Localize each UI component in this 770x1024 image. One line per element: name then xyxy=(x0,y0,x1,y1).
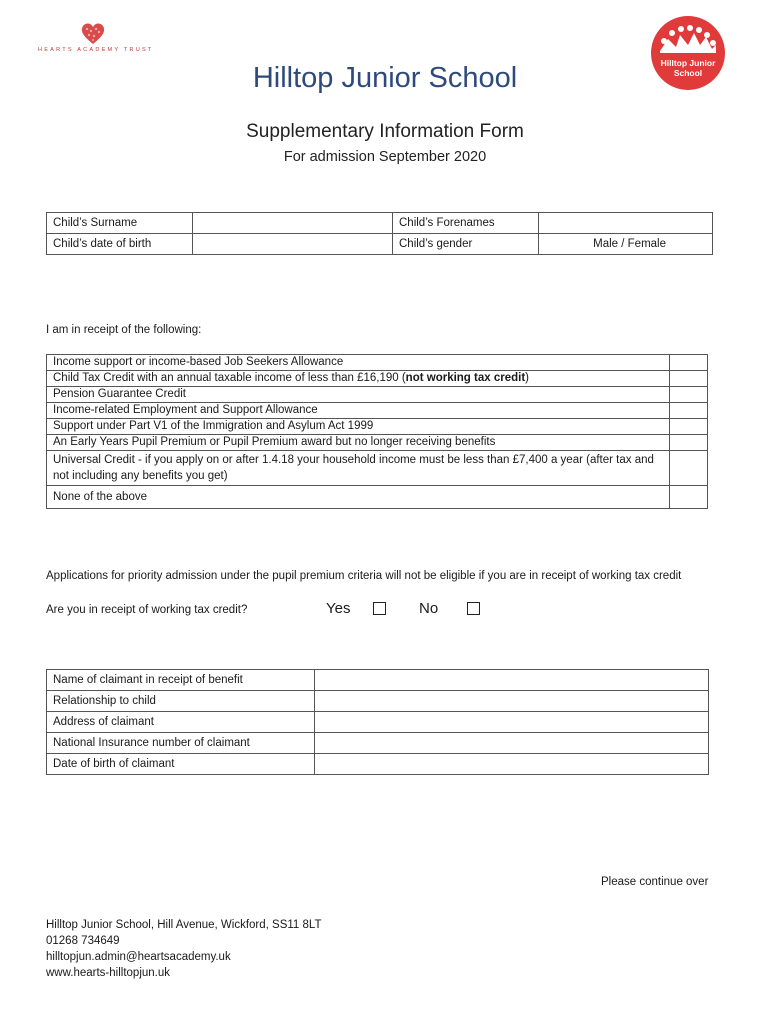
child-dob-label: Child’s date of birth xyxy=(47,234,193,255)
relationship-field[interactable] xyxy=(315,691,709,712)
child-forenames-label: Child’s Forenames xyxy=(393,213,539,234)
table-row xyxy=(47,403,708,419)
benefit-checkbox-cell[interactable] xyxy=(670,387,708,403)
table-row xyxy=(47,691,709,712)
table-row xyxy=(47,371,708,387)
yes-checkbox[interactable] xyxy=(373,602,386,615)
form-subtitle: For admission September 2020 xyxy=(283,149,487,165)
claimant-table xyxy=(46,669,709,775)
table-row xyxy=(47,234,713,255)
footer-phone: 01268 734649 xyxy=(46,935,120,947)
child-surname-label: Child’s Surname xyxy=(47,213,193,234)
gender-options: Male / Female xyxy=(593,238,666,250)
claimant-dob-field[interactable] xyxy=(315,754,709,775)
hearts-academy-trust-logo xyxy=(38,22,154,58)
benefit-checkbox-cell[interactable] xyxy=(670,403,708,419)
benefit-checkbox-cell[interactable] xyxy=(670,355,708,371)
table-row xyxy=(47,213,713,234)
table-row xyxy=(47,754,709,775)
child-forenames-field[interactable] xyxy=(539,213,713,234)
benefit-checkbox-cell[interactable] xyxy=(670,451,708,486)
benefit-item-text: Child Tax Credit with an annual taxable income of less than £16,190 ( xyxy=(53,372,406,384)
no-label: No xyxy=(419,600,439,617)
child-details-table xyxy=(46,212,713,255)
footer-website: www.hearts-hilltopjun.uk xyxy=(46,967,171,979)
benefit-item: Support under Part V1 of the Immigration and Asylum Act 1999 xyxy=(47,419,670,435)
benefit-item-close: ) xyxy=(525,372,530,384)
heart-icon xyxy=(80,22,106,46)
working-tax-credit-question: Are you in receipt of working tax credit? xyxy=(46,604,248,616)
benefits-intro: I am in receipt of the following: xyxy=(46,324,202,336)
benefit-item: Income-related Employment and Support Allowance xyxy=(47,403,670,419)
benefit-item: Pension Guarantee Credit xyxy=(47,387,670,403)
claimant-name-field[interactable] xyxy=(315,670,709,691)
benefit-item-bold: not working tax credit xyxy=(405,372,526,384)
no-checkbox[interactable] xyxy=(467,602,480,615)
table-row xyxy=(47,670,709,691)
footer-contact xyxy=(46,917,322,981)
claimant-dob-label: Date of birth of claimant xyxy=(47,754,315,775)
table-row xyxy=(47,419,708,435)
school-name-title: Hilltop Junior School xyxy=(252,62,518,94)
claimant-address-field[interactable] xyxy=(315,712,709,733)
priority-admission-note: Applications for priority admission under the pupil premium criteria will not be eligible if you are in receipt of working tax credit xyxy=(46,570,682,582)
benefit-checkbox-cell[interactable] xyxy=(670,419,708,435)
ni-number-label: National Insurance number of claimant xyxy=(47,733,315,754)
table-row xyxy=(47,435,708,451)
claimant-address-label: Address of claimant xyxy=(47,712,315,733)
benefit-item: Universal Credit - if you apply on or after 1.4.18 your household income must be less than £7,400 a year (after tax and not including any benefits you get) xyxy=(47,451,670,486)
table-row xyxy=(47,355,708,371)
child-gender-label: Child’s gender xyxy=(393,234,539,255)
footer-address: Hilltop Junior School, Hill Avenue, Wickford, SS11 8LT xyxy=(46,919,322,931)
table-row xyxy=(47,733,709,754)
benefits-table xyxy=(46,354,708,509)
footer-email: hilltopjun.admin@heartsacademy.uk xyxy=(46,951,231,963)
yes-label: Yes xyxy=(326,600,351,617)
benefit-item xyxy=(47,371,670,387)
child-surname-field[interactable] xyxy=(193,213,393,234)
child-gender-field[interactable] xyxy=(539,234,713,255)
benefit-item: Income support or income-based Job Seekers Allowance xyxy=(47,355,670,371)
trust-logo-text: HEARTS ACADEMY TRUST xyxy=(38,47,154,53)
benefit-item: An Early Years Pupil Premium or Pupil Premium award but no longer receiving benefits xyxy=(47,435,670,451)
continue-note: Please continue over xyxy=(601,876,709,888)
ni-number-field[interactable] xyxy=(315,733,709,754)
svg-text:School: School xyxy=(673,68,703,78)
svg-text:Hilltop Junior: Hilltop Junior xyxy=(660,58,716,68)
child-dob-field[interactable] xyxy=(193,234,393,255)
relationship-label: Relationship to child xyxy=(47,691,315,712)
table-row xyxy=(47,486,708,509)
benefit-checkbox-cell[interactable] xyxy=(670,371,708,387)
claimant-name-label: Name of claimant in receipt of benefit xyxy=(47,670,315,691)
benefit-item: None of the above xyxy=(47,486,670,509)
form-title: Supplementary Information Form xyxy=(246,121,524,142)
table-row xyxy=(47,451,708,486)
benefit-checkbox-cell[interactable] xyxy=(670,435,708,451)
benefit-checkbox-cell[interactable] xyxy=(670,486,708,509)
table-row xyxy=(47,712,709,733)
table-row xyxy=(47,387,708,403)
